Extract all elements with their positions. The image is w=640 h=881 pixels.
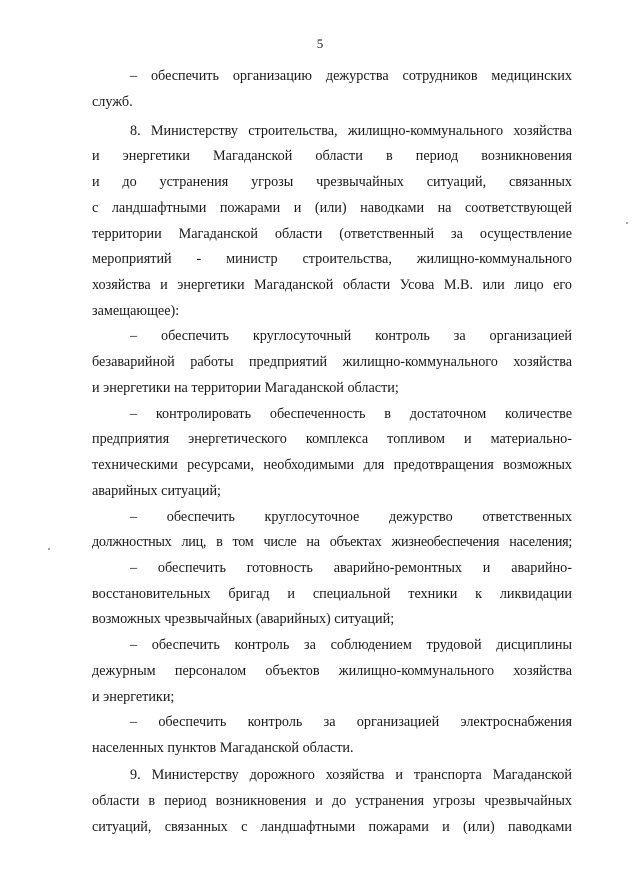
text-line: дежурным персоналом объектов жилищно-коммунального хозяйства: [92, 663, 572, 679]
text-line: 9. Министерству дорожного хозяйства и транспорта Магаданской: [130, 767, 572, 783]
scan-speck: [48, 548, 50, 550]
text-line: и до устранения угрозы чрезвычайных ситуаций, связанных: [92, 174, 572, 190]
text-line: – обеспечить круглосуточный контроль за организацией: [130, 328, 572, 344]
text-line: мероприятий - министр строительства, жилищно-коммунального: [92, 251, 572, 267]
text-line: – обеспечить организацию дежурства сотрудников медицинских: [130, 68, 572, 84]
text-line: служб.: [92, 94, 133, 110]
text-line: хозяйства и энергетики Магаданской области Усова М.В. или лицо его: [92, 277, 572, 293]
text-line: возможных чрезвычайных (аварийных) ситуаций;: [92, 611, 395, 627]
text-line: населенных пунктов Магаданской области.: [92, 740, 354, 756]
text-line: техническими ресурсами, необходимыми для предотвращения возможных: [92, 457, 572, 473]
text-line: замещающее):: [92, 303, 180, 319]
text-line: с ландшафтными пожарами и (или) наводками на соответствующей: [92, 200, 572, 216]
text-line: – контролировать обеспеченность в достаточном количестве: [130, 406, 572, 422]
text-line: – обеспечить контроль за соблюдением трудовой дисциплины: [130, 637, 572, 653]
page-number: 5: [316, 36, 324, 51]
text-line: ситуаций, связанных с ландшафтными пожарами и (или) паводками: [92, 819, 572, 835]
text-line: и энергетики Магаданской области в период возникновения: [92, 148, 572, 164]
text-line: 8. Министерству строительства, жилищно-коммунального хозяйства: [130, 123, 572, 139]
text-line: области в период возникновения и до устранения угрозы чрезвычайных: [92, 793, 572, 809]
text-line: и энергетики на территории Магаданской области;: [92, 380, 399, 396]
text-line: – обеспечить круглосуточное дежурство ответственных: [130, 509, 572, 525]
text-line: и энергетики;: [92, 689, 175, 705]
text-line: безаварийной работы предприятий жилищно-коммунального хозяйства: [92, 354, 572, 370]
text-line: восстановительных бригад и специальной техники к ликвидации: [92, 586, 572, 602]
text-line: предприятия энергетического комплекса топливом и материально-: [92, 431, 572, 447]
text-line: территории Магаданской области (ответственный за осуществление: [92, 226, 572, 242]
text-line: аварийных ситуаций;: [92, 483, 221, 499]
text-line: должностных лиц, в том числе на объектах жизнеобеспечения населения;: [92, 534, 572, 550]
text-line: – обеспечить контроль за организацией электроснабжения: [130, 714, 572, 730]
scan-speck: [626, 222, 628, 224]
text-line: – обеспечить готовность аварийно-ремонтных и аварийно-: [130, 560, 572, 576]
